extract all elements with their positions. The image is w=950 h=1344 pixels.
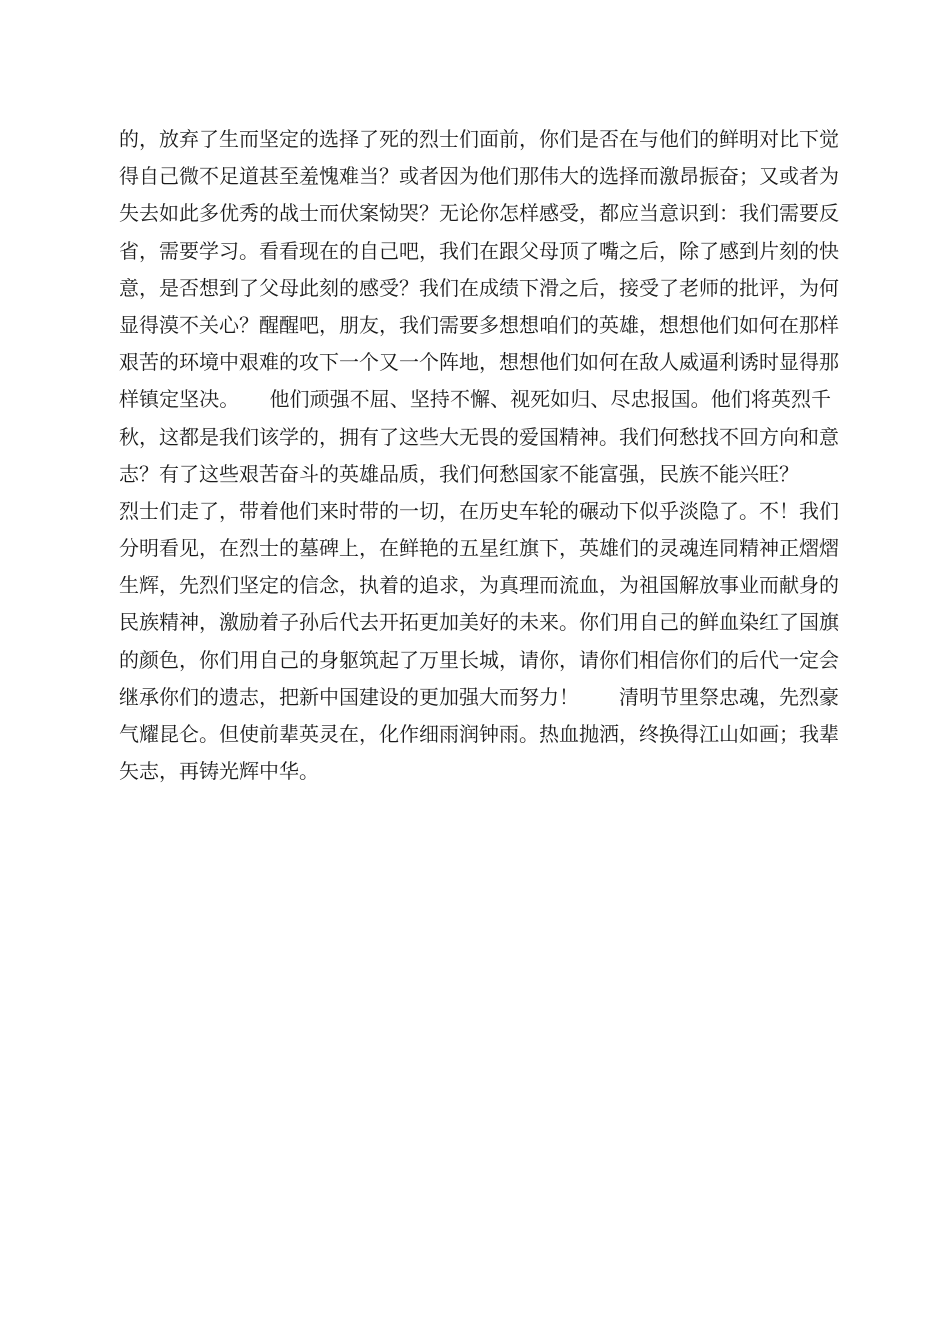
text-line: 民族精神，激励着子孙后代去开拓更加美好的未来。你们用自己的鲜血染红了国旗	[119, 610, 839, 635]
text-line: 志？有了这些艰苦奋斗的英雄品质，我们何愁国家不能富强，民族不能兴旺？	[119, 461, 839, 486]
text-line: 显得漠不关心？醒醒吧，朋友，我们需要多想想咱们的英雄，想想他们如何在那样	[119, 312, 839, 337]
text-line: 分明看见，在烈士的墓碑上，在鲜艳的五星红旗下，英雄们的灵魂连同精神正熠熠	[119, 536, 839, 561]
text-line: 继承你们的遗志，把新中国建设的更加强大而努力！ 清明节里祭忠魂，先烈豪	[119, 684, 839, 709]
text-line: 意，是否想到了父母此刻的感受？我们在成绩下滑之后，接受了老师的批评，为何	[119, 275, 839, 300]
text-line: 气耀昆仑。但使前辈英灵在，化作细雨润钟雨。热血抛洒，终换得江山如画；我辈	[119, 722, 839, 746]
text-line: 的，放弃了生而坚定的选择了死的烈士们面前，你们是否在与他们的鲜明对比下觉	[119, 127, 839, 151]
text-line: 秋，这都是我们该学的，拥有了这些大无畏的爱国精神。我们何愁找不回方向和意	[119, 424, 839, 449]
body-text	[119, 121, 839, 790]
text-line: 生辉，先烈们坚定的信念，执着的追求，为真理而流血，为祖国解放事业而献身的	[119, 573, 839, 598]
text-line: 艰苦的环境中艰难的攻下一个又一个阵地，想想他们如何在敌人威逼利诱时显得那	[119, 350, 839, 375]
text-line: 省，需要学习。看看现在的自己吧，我们在跟父母顶了嘴之后，除了感到片刻的快	[119, 238, 839, 263]
text-line: 失去如此多优秀的战士而伏案恸哭？无论你怎样感受，都应当意识到：我们需要反	[119, 201, 839, 226]
text-line: 样镇定坚决。 他们顽强不屈、坚持不懈、视死如归、尽忠报国。他们将英烈千	[119, 387, 831, 412]
text-line: 的颜色，你们用自己的身躯筑起了万里长城，请你，请你们相信你们的后代一定会	[119, 647, 839, 672]
text-line: 烈士们走了，带着他们来时带的一切，在历史车轮的碾动下似乎淡隐了。不！我们	[119, 498, 839, 523]
text-line: 得自己微不足道甚至羞愧难当？或者因为他们那伟大的选择而激昂振奋；又或者为	[119, 164, 839, 189]
text-line: 矢志，再铸光辉中华。	[119, 759, 319, 784]
